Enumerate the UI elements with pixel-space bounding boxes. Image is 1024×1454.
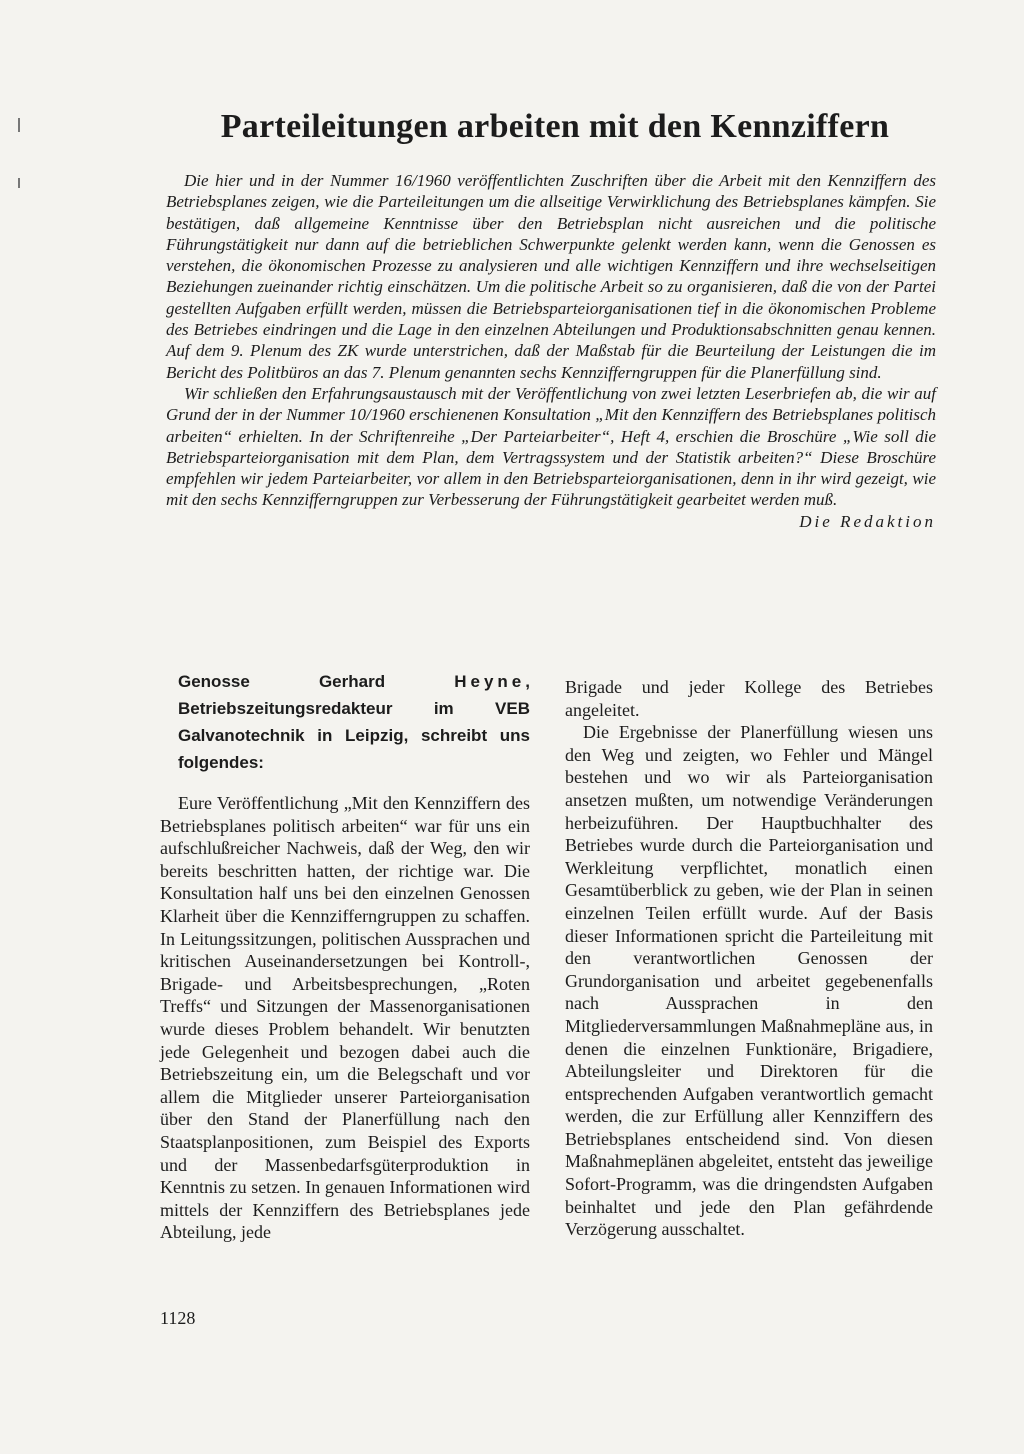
intro-paragraph: Die hier und in der Nummer 16/1960 veröffentlichten Zuschriften über die Arbeit mit den Kennziffern des Betriebsplanes zeigen, wie die Parteileitungen um die allseitige Verwirklichung des Betriebsplanes kämpfen. Sie bestätigen, daß allgemeine Kenntnisse über den Betriebsplan nicht ausreichen und die politische Führungstätigkeit nur dann auf die betrieblichen Schwerpunkte gelenkt werden kann, wenn die Genossen es verstehen, die ökonomischen Prozesse zu analysieren und alle wichtigen Kennziffern und ihre wechselseitigen Beziehungen zueinander richtig einschätzen. Um die politische Arbeit so zu organisieren, daß die von der Partei gestellten Aufgaben erfüllt werden, müssen die Betriebsparteiorganisationen tief in die ökonomischen Probleme des Betriebes eindringen und die Lage in den einzelnen Abteilungen und Produktionsabschnitten genau kennen. Auf dem 9. Plenum des ZK wurde unterstrichen, daß der Maßstab für die Beurteilung der Leistungen die im Bericht des Politbüros an das 7. Plenum genannten sechs Kennzifferngruppen für die Planerfüllung sind.	[166, 171, 936, 382]
page-number: 1128	[160, 1308, 196, 1328]
intro-paragraph: Wir schließen den Erfahrungsaustausch mit der Veröffentlichung von zwei letzten Leserbriefen ab, die wir auf Grund der in der Nummer 10/1960 erschienenen Konsultation „Mit den Kennziffern des Betriebsplanes politisch arbeiten“ erhielten. In der Schriftenreihe „Der Parteiarbeiter“, Heft 4, erschien die Broschüre „Wie soll die Betriebsparteiorganisation mit dem Plan, dem Vertragssystem und der Statistik arbeiten?“ Diese Broschüre empfehlen wir jedem Parteiarbeiter, vor allem in den Betriebsparteiorganisationen, denn in ihr wird gezeigt, wie mit den sechs Kennzifferngruppen zur Verbesserung der Führungstätigkeit gearbeitet werden muß.	[166, 383, 936, 510]
margin-mark	[18, 178, 20, 188]
editorial-signature: Die Redaktion	[799, 511, 936, 531]
left-column	[160, 668, 530, 1244]
letter-paragraph: Die Ergebnisse der Planerfüllung wiesen uns den Weg und zeigten, wo Fehler und Mängel bestehen und wo wir als Parteiorganisation ansetzen mußten, um notwendige Veränderungen herbeizuführen. Der Hauptbuchhalter des Betriebes wurde durch die Parteiorganisation und Werkleitung verpflichtet, monatlich einen Gesamtüberblick zu geben, wie der Plan in seinen einzelnen Teilen erfüllt wurde. Auf der Basis dieser Informationen spricht die Parteileitung mit den verantwortlichen Genossen der Grundorganisation und arbeitet gegebenenfalls nach Aussprachen in den Mitgliederversammlungen Maßnahmepläne aus, in denen die einzelnen Funktionäre, Brigadiere, Abteilungsleiter und Direktoren für die entsprechenden Aufgaben verantwortlich gemacht werden, die zur Erfüllung aller Kennziffern des Betriebsplanes entscheidend sind. Von diesen Maßnahmeplänen abgeleitet, entsteht das jeweilige Sofort-Programm, was die dringendsten Aufgaben beinhaltet und jede den Plan gefährdende Verzögerung ausschaltet.	[565, 722, 933, 1240]
right-column	[565, 676, 933, 1241]
letter-byline	[178, 668, 530, 776]
byline-suffix: , Betriebszeitungsredakteur im VEB Galvanotechnik in Leipzig, schreibt uns folgendes:	[178, 672, 530, 772]
letter-paragraph-continued: Brigade und jeder Kollege des Betriebes angeleitet.	[565, 677, 933, 720]
author-name: Heyne	[454, 672, 526, 691]
letter-paragraph: Eure Veröffentlichung „Mit den Kennziffern des Betriebsplanes politisch arbeiten“ war für uns ein aufschlußreicher Nachweis, daß der Weg, den wir bereits beschritten hatten, der richtige war. Die Konsultation half uns bei den einzelnen Genossen Klarheit über die Kennzifferngruppen zu schaffen. In Leitungssitzungen, politischen Aussprachen und kritischen Auseinandersetzungen bei Kontroll-, Brigade- und Arbeitsbesprechungen, „Roten Treffs“ und Sitzungen der Massenorganisationen wurde dieses Problem behandelt. Wir benutzten jede Gelegenheit und bezogen dabei auch die Betriebszeitung ein, um die Belegschaft und vor allem die Mitglieder unserer Parteiorganisation über den Stand der Planerfüllung nach den Staatsplanpositionen, zum Beispiel des Exports und der Massenbedarfsgüterproduktion in Kenntnis zu setzen. In genauen Informationen wird mittels der Kennziffern des Betriebsplanes jede Abteilung, jede	[160, 793, 530, 1243]
byline-prefix: Genosse Gerhard	[178, 672, 455, 691]
article-title: Parteileitungen arbeiten mit den Kennziffern	[220, 108, 890, 145]
editorial-intro	[166, 170, 936, 532]
margin-mark	[18, 118, 20, 132]
